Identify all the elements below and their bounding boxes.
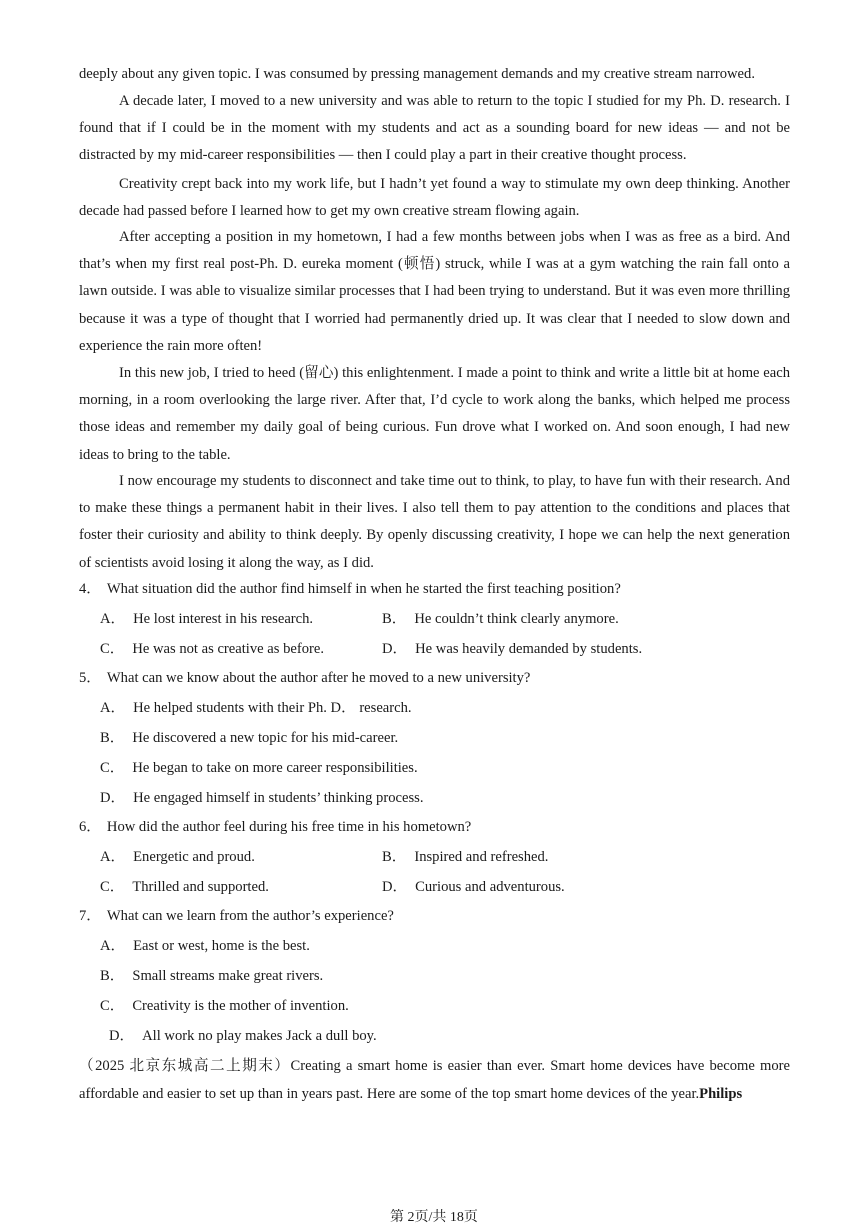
question-text: What can we learn from the author’s experience? <box>106 908 394 924</box>
next-passage-intro <box>79 1052 790 1108</box>
question-7-option-a: A． East or west, home is the best. <box>100 938 310 954</box>
passage-paragraph-2: Creativity crept back into my work life, but I hadn’t yet found a way to stimulate my own deep thinking. Another decade had passed before I learned how to get my own creative stream flowing again. <box>79 176 790 220</box>
question-5-option-c: C． He began to take on more career responsibilities. <box>100 760 418 776</box>
question-text: How did the author feel during his free time in his hometown? <box>106 819 472 835</box>
question-text: What situation did the author find himself in when he started the first teaching position? <box>106 581 621 597</box>
question-5 <box>79 668 530 688</box>
question-6-option-b: B． Inspired and refreshed. <box>382 849 549 865</box>
question-6-option-c: C． Thrilled and supported. <box>100 879 269 895</box>
question-4 <box>79 579 621 599</box>
question-4-option-b: B． He couldn’t think clearly anymore. <box>382 611 619 627</box>
question-5-option-d: D． He engaged himself in students’ thinking process. <box>100 790 424 806</box>
question-4-option-d: D． He was heavily demanded by students. <box>382 641 643 657</box>
question-7-option-b: B． Small streams make great rivers. <box>100 968 324 984</box>
question-text: What can we know about the author after he moved to a new university? <box>106 670 531 686</box>
source-label: （2025 北京东城高二上期末） <box>79 1058 291 1074</box>
question-number: 6． <box>79 819 101 835</box>
page-number: 第 2页/共 18页 <box>390 1210 478 1225</box>
bold-heading-start: Philips <box>699 1086 743 1102</box>
passage-paragraph-0: deeply about any given topic. I was consumed by pressing management demands and my creative stream narrowed. <box>79 66 755 82</box>
passage-paragraph-3: After accepting a position in my hometown, I had a few months between jobs when I was as free as a bird. And that’s when my first real post-Ph. D. eureka moment (顿悟) struck, while I was at a gym watching the rain fall onto a lawn outside. I was able to visualize similar processes that I had been trying to understand. But it was even more thrilling because it was a type of thought that I worried had permanently dried up. It was clear that I needed to slow down and experience the rain more often! <box>79 229 790 354</box>
question-4-option-c: C． He was not as creative as before. <box>100 641 324 657</box>
question-7-option-c: C． Creativity is the mother of invention. <box>100 998 349 1014</box>
question-7 <box>79 906 394 926</box>
question-6-option-d: D． Curious and adventurous. <box>382 879 565 895</box>
question-number: 4． <box>79 581 101 597</box>
question-5-option-a: A． He helped students with their Ph. D． research. <box>100 700 412 716</box>
question-number: 5． <box>79 670 101 686</box>
question-number: 7． <box>79 908 101 924</box>
question-5-option-b: B． He discovered a new topic for his mid-career. <box>100 730 399 746</box>
question-6-option-a: A． Energetic and proud. <box>100 849 255 865</box>
question-7-option-d: D． All work no play makes Jack a dull boy. <box>109 1028 377 1044</box>
passage-paragraph-1: A decade later, I moved to a new university and was able to return to the topic I studied for my Ph. D. research. I found that if I could be in the moment with my students and act as a sounding board for new ideas — and not be distracted by my mid-career responsibilities — then I could play a part in their creative thought process. <box>79 93 790 164</box>
next-passage-text: Creating a smart home is easier than ever. Smart home devices have become more affordable and easier to set up than in years past. Here are some of the top smart home devices of the year. <box>79 1058 790 1102</box>
passage-paragraph-4: In this new job, I tried to heed (留心) this enlightenment. I made a point to think and write a little bit at home each morning, in a room overlooking the large river. After that, I’d cycle to work along the banks, which helped me process those ideas and remember my daily goal of being curious. Fun drove what I worked on. And soon enough, I had new ideas to bring to the table. <box>79 365 790 463</box>
question-4-option-a: A． He lost interest in his research. <box>100 611 314 627</box>
question-6 <box>79 817 471 837</box>
passage-paragraph-5: I now encourage my students to disconnect and take time out to think, to play, to have fun with their research. And to make these things a permanent habit in their lives. I also tell them to pay attention to the conditions and places that foster their curiosity and ability to think deeply. By openly discussing creativity, I hope we can help the next generation of scientists avoid losing it along the way, as I did. <box>79 473 790 571</box>
